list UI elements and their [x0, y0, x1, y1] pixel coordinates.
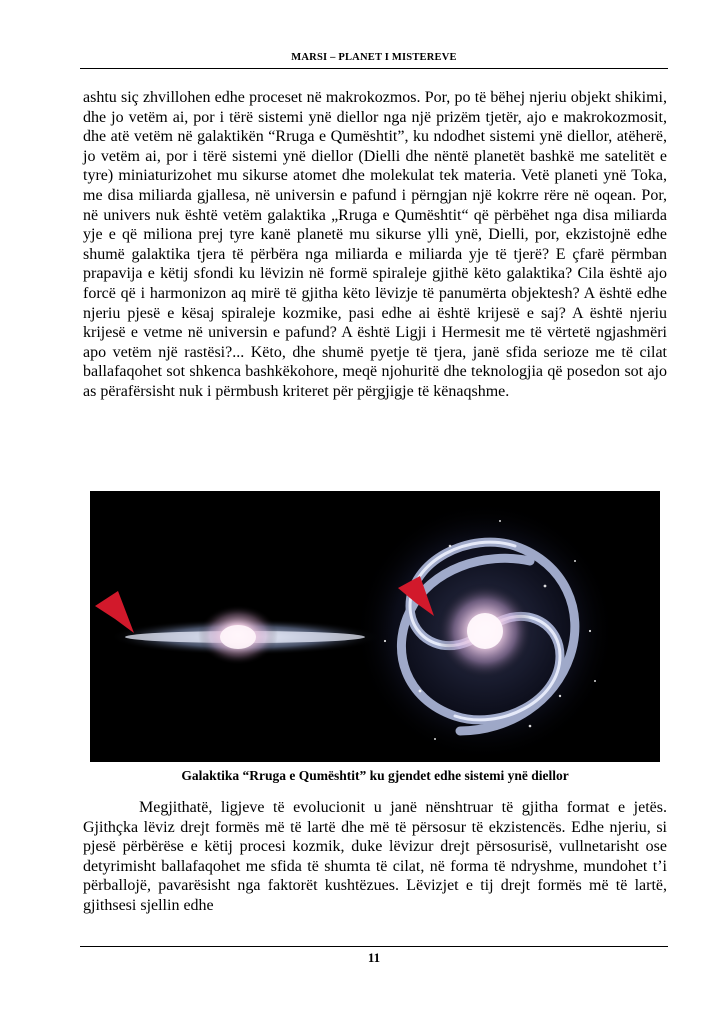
page-number: 11 — [367, 950, 381, 965]
spiral-galaxy — [355, 501, 615, 761]
running-header: MARSI – PLANET I MISTEREVE — [291, 52, 457, 63]
figure-caption: Galaktika “Rruga e Qumështit” ku gjendet edhe sistemi ynë diellor — [181, 768, 569, 783]
footer-rule — [80, 946, 668, 947]
galaxy-illustration — [90, 491, 660, 762]
galaxy-figure — [90, 491, 660, 762]
arrow-edge-on — [95, 591, 134, 633]
header-rule — [80, 68, 668, 69]
body-paragraph-2: Megjithatë, ligjeve të evolucionit u janë nënshtruar të gjitha format e jetës. Gjithçka lëviz drejt formës më të lartë dhe më të përsosur të ekzistencës. Edhe njeriu, si pjesë përbërëse e këtij procesi kozmik, duke lëvizur drejt përsosurisë, vullnetarisht ose detyrimisht ballafaqohet me sfida të shumta të cilat, në forma të ndryshme, mundohet t’i përballojë, pavarësisht nga faktorët kushtëzues. Lëvizjet e tij drejt formës më të lartë, gjithsesi sjellin edhe — [83, 799, 667, 914]
body-paragraph-1: ashtu siç zhvillohen edhe proceset në makrokozmos. Por, po të bëhej njeriu objekt shikimi, dhe jo vetëm ai, por i tërë sistemi ynë diellor nga një prizëm tjetër, ajo e makrokozmosit, dhe atë vetëm në galaktikën “Rruga e Qumështit”, ku ndodhet sistemi ynë diellor, atëherë, jo vetëm ai, por i tërë sistemi ynë diellor (Dielli dhe nëntë planetët bashkë me satelitët e tyre) miniaturizohet mu sikurse atomet dhe molekulat tek materia. Vetë planeti ynë Toka, me disa miliarda gjallesa, në universin e pafund i përngjan një kokrre rëre në oqean. Por, në univers nuk është vetëm galaktika „Rruga e Qumështit“ që përbëhet nga disa miliarda yje e që miliona prej tyre kanë planetë mu sikurse ylli ynë, Dielli, por, ekzistojnë edhe shumë galaktika tjera të përbëra nga miliarda e miliarda yje të tjerë? E çfarë përmban prapavija e këtij sfondi ku lëvizin në formë spiraleje gjithë këto galaktika? Cila është ajo forcë që i harmonizon aq mirë të gjitha këto lëvizje të panumërta objektesh? A është edhe njeriu pjesë e kësaj spiraleje kozmike, pasi edhe ai është krijesë e saj? A është njeriu krijesë e vetme në universin e pafund? A është Ligji i Hermesit me të vërtetë ngjashmëri apo vetëm një rastësi?... Këto, dhe shumë pyetje të tjera, janë sfida serioze me të cilat ballafaqohet sot shkenca bashkëkohore, meqë njohuritë dhe teknologjia që posedon sot ajo as përafërsisht nuk i përmbush kriteret për përgjigje të kënaqshme. — [83, 89, 667, 400]
edge-on-galaxy — [110, 605, 380, 665]
